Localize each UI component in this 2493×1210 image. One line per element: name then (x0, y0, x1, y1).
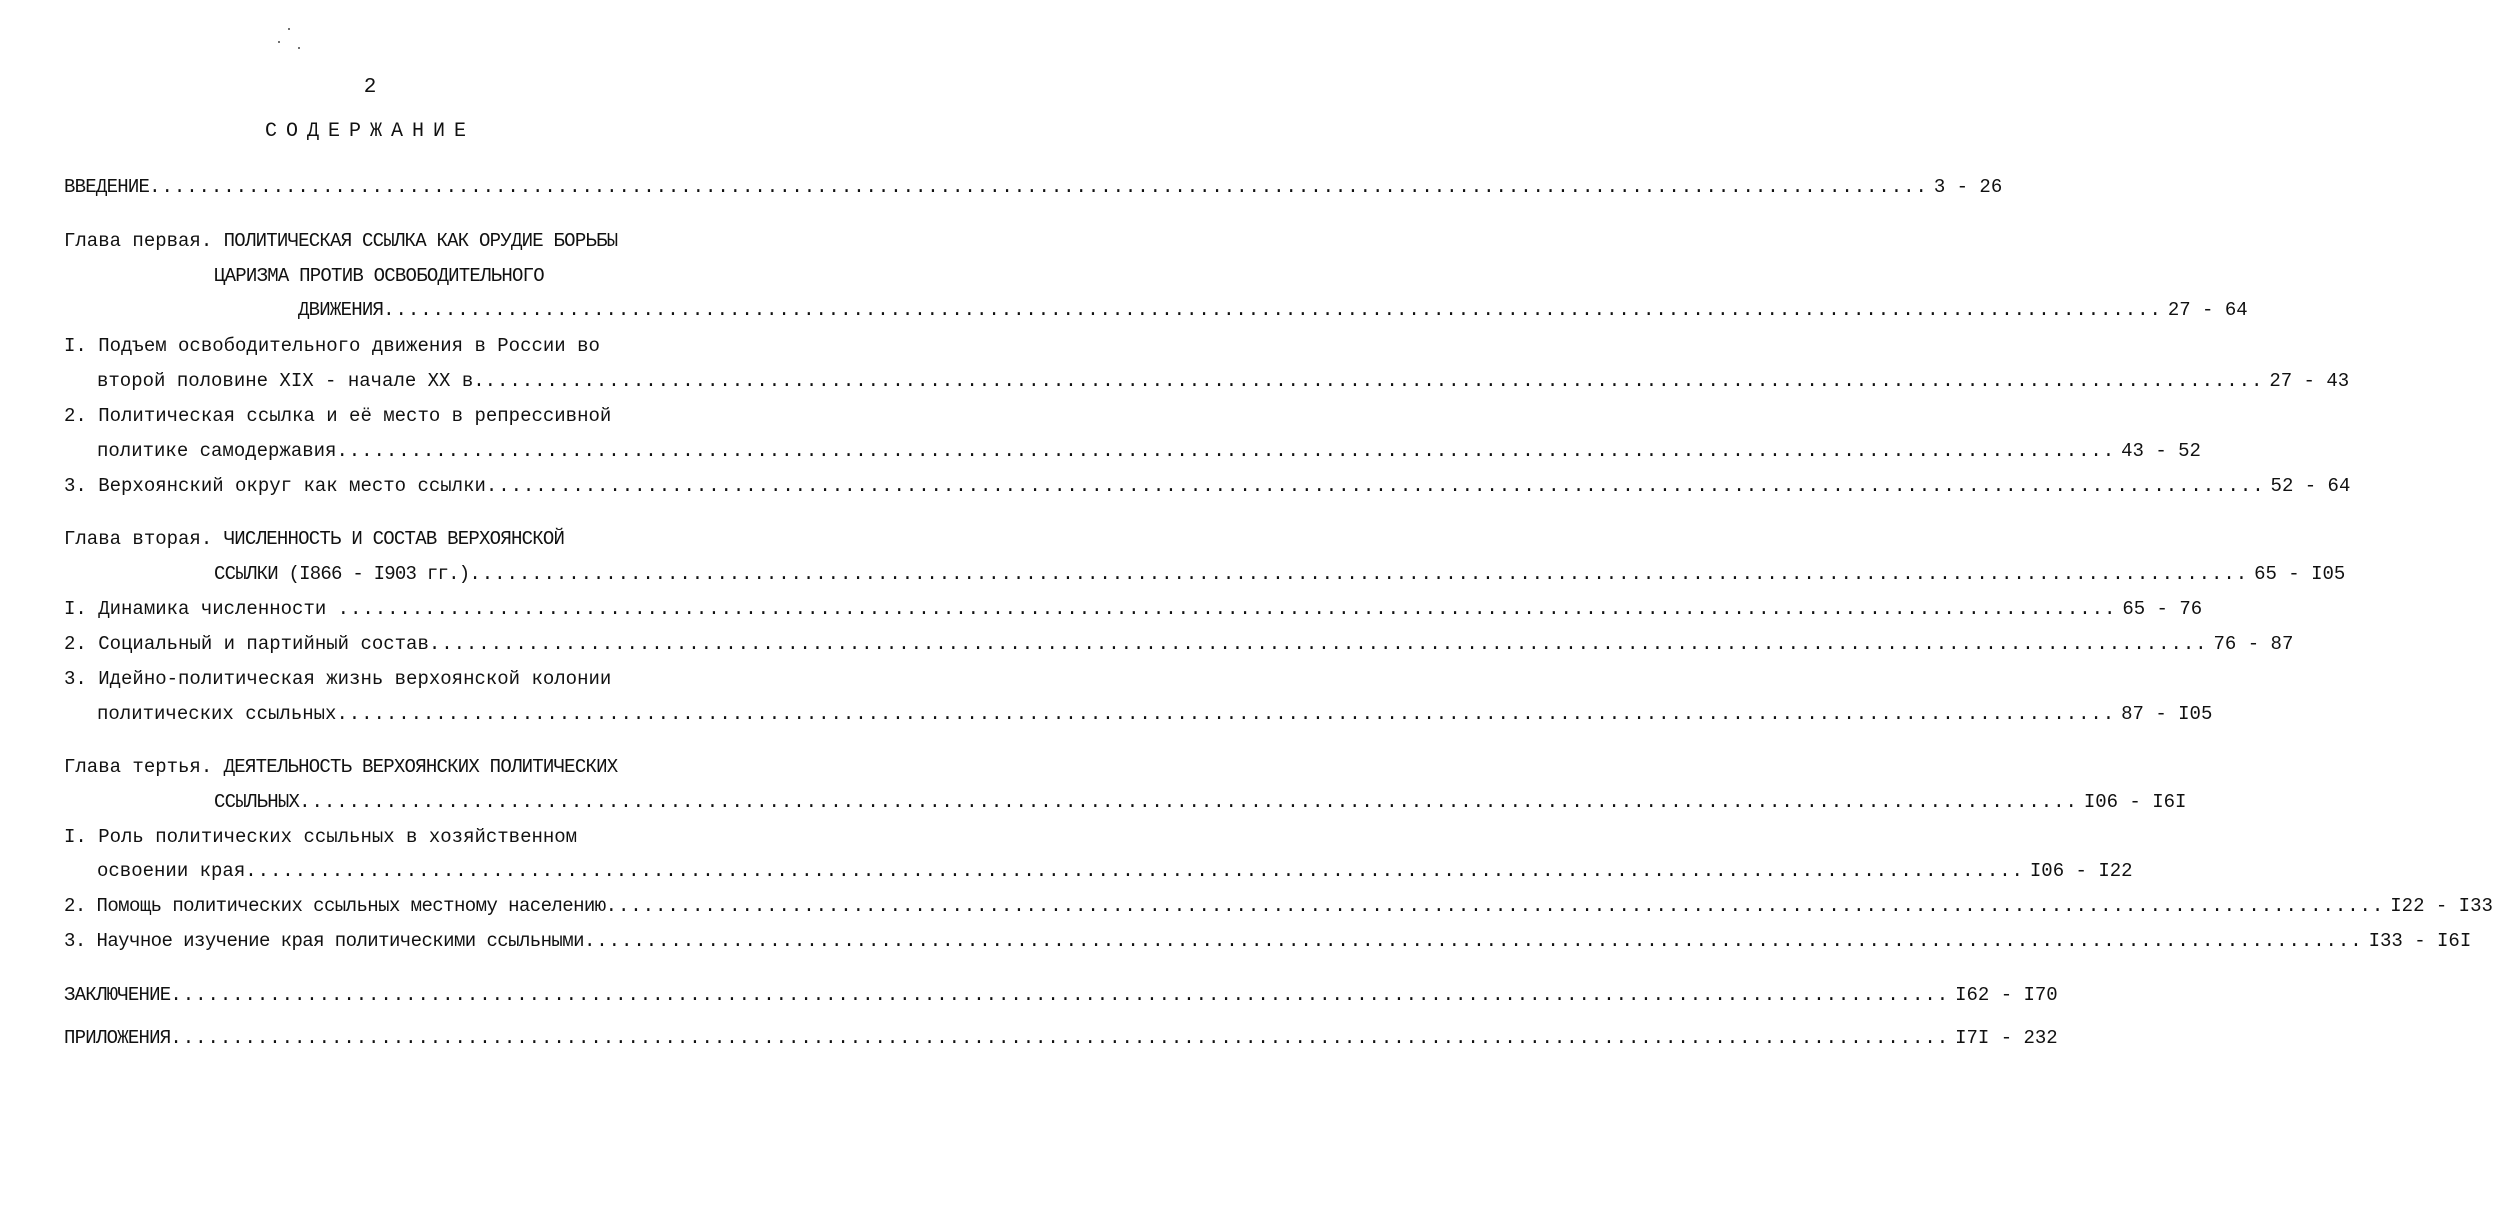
section-title: 3. Верхоянский округ как место ссылки (64, 475, 486, 497)
toc-pages: I33 - I6I (2368, 930, 2472, 952)
toc-pages: I7I - 232 (1955, 1027, 2058, 1049)
toc-label: ВВЕДЕНИЕ (64, 176, 150, 198)
toc-label: ЗАКЛЮЧЕНИЕ (64, 984, 171, 1006)
toc-label: ПРИЛОЖЕНИЯ (64, 1027, 171, 1049)
leader-dots: ................................................................................................................................................ (170, 1027, 1950, 1049)
leader-dots: ................................................................................................................................................ (337, 598, 2117, 620)
scan-speck (278, 41, 280, 43)
toc-entry-conclusion (64, 984, 2058, 1006)
toc-entry-section (64, 633, 2294, 655)
chapter-title-continued: ДВИЖЕНИЯ (298, 299, 384, 321)
toc-pages: 76 - 87 (2213, 633, 2294, 655)
leader-dots: ................................................................................................................................................ (469, 563, 2249, 585)
leader-dots: ................................................................................................................................................ (149, 176, 1928, 198)
leader-dots: ................................................................................................................................................ (484, 370, 2264, 392)
leader-dots: ................................................................................................................................................ (428, 633, 2208, 655)
leader-dots: ................................................................................................................................................ (583, 930, 2363, 952)
toc-entry-chapter (214, 791, 2187, 813)
page-number: 2 (363, 76, 377, 99)
leader-dots: ................................................................................................................................................ (485, 475, 2265, 497)
toc-pages: I06 - I6I (2083, 791, 2187, 813)
leader-dots: ................................................................................................................................................ (383, 299, 2162, 321)
scan-speck (288, 28, 290, 30)
chapter-prefix: Глава вторая. (64, 528, 213, 550)
leader-dots: ................................................................................................................................................ (299, 791, 2078, 813)
toc-pages: I22 - I33 (2390, 895, 2493, 917)
chapter-prefix: Глава первая. (64, 230, 213, 252)
toc-entry-section (64, 598, 2203, 620)
section-title: 3. Научное изучение края политическими ссыльными (64, 930, 584, 952)
toc-entry-section (64, 895, 2493, 917)
section-title-continued: политических ссыльных (97, 703, 337, 725)
section-title-continued: политике самодержавия (97, 440, 337, 462)
leader-dots: ................................................................................................................................................ (245, 860, 2024, 882)
leader-dots: ................................................................................................................................................ (336, 440, 2116, 462)
chapter-prefix: Глава тертья. (64, 756, 213, 778)
leader-dots: ................................................................................................................................................ (170, 984, 1950, 1006)
toc-pages: 43 - 52 (2121, 440, 2201, 462)
toc-entry-section (64, 475, 2351, 497)
toc-pages: 65 - I05 (2254, 563, 2346, 585)
toc-entry-section (97, 703, 2213, 725)
chapter-title: ЧИСЛЕННОСТЬ И СОСТАВ ВЕРХОЯНСКОЙ (223, 528, 565, 550)
toc-pages: 87 - I05 (2121, 703, 2213, 725)
toc-entry-section (64, 930, 2472, 952)
section-title: I. Роль политических ссыльных в хозяйственном (64, 826, 578, 848)
chapter-heading (64, 528, 564, 550)
section-title: I. Подъем освободительного движения в России во (64, 335, 600, 357)
chapter-title: ПОЛИТИЧЕСКАЯ ССЫЛКА КАК ОРУДИЕ БОРЬБЫ (223, 230, 618, 252)
toc-entry-chapter (214, 563, 2346, 585)
chapter-title: ДЕЯТЕЛЬНОСТЬ ВЕРХОЯНСКИХ ПОЛИТИЧЕСКИХ (223, 756, 618, 778)
section-title: I. Динамика численности (64, 598, 338, 620)
toc-pages: I06 - I22 (2029, 860, 2133, 882)
toc-entry-section (97, 370, 2350, 392)
toc-entry-appendix (64, 1027, 2058, 1049)
section-title: 2. Социальный и партийный состав (64, 633, 429, 655)
toc-entry-section (97, 860, 2133, 882)
toc-pages: 65 - 76 (2122, 598, 2203, 620)
toc-entry-section (97, 440, 2201, 462)
section-title-continued: освоении края (97, 860, 246, 882)
chapter-heading (64, 756, 617, 778)
page-title: СОДЕРЖАНИЕ (264, 120, 476, 143)
scan-speck (298, 47, 300, 49)
chapter-title-continued: ЦАРИЗМА ПРОТИВ ОСВОБОДИТЕЛЬНОГО (214, 265, 544, 287)
toc-pages: 27 - 64 (2167, 299, 2248, 321)
chapter-title-continued: ССЫЛКИ (I866 - I903 гг.) (214, 563, 470, 585)
toc-pages: 3 - 26 (1933, 176, 2003, 198)
chapter-heading (64, 230, 617, 252)
section-title: 2. Помощь политических ссыльных местному населению (64, 895, 606, 917)
section-title: 3. Идейно-политическая жизнь верхоянской колонии (64, 668, 612, 690)
toc-pages: 52 - 64 (2270, 475, 2351, 497)
toc-entry-intro (64, 176, 2003, 198)
section-title-continued: второй половине XIX - начале XX в. (97, 370, 485, 392)
leader-dots: ................................................................................................................................................ (605, 895, 2385, 917)
leader-dots: ................................................................................................................................................ (336, 703, 2116, 725)
section-title: 2. Политическая ссылка и её место в репрессивной (64, 405, 612, 427)
toc-entry-chapter (298, 299, 2248, 321)
chapter-title-continued: ССЫЛЬНЫХ (214, 791, 300, 813)
toc-pages: 27 - 43 (2269, 370, 2350, 392)
toc-pages: I62 - I70 (1955, 984, 2058, 1006)
